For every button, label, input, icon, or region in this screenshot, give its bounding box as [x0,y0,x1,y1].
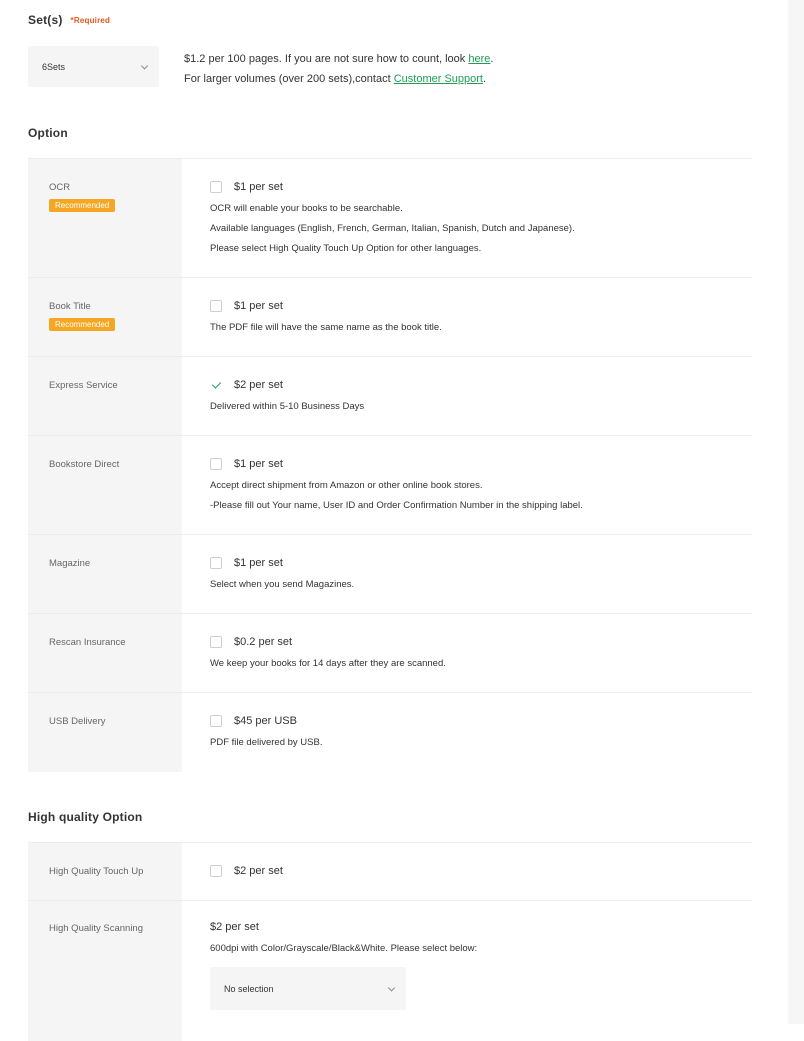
option-price: $2 per set [234,865,283,877]
chevron-down-icon [141,62,148,69]
hq-row-scanning [28,900,752,1041]
option-content [182,278,752,356]
option-content [182,159,752,277]
option-label: USB Delivery [49,716,106,727]
hq-touch-up-checkbox[interactable] [210,865,222,877]
sets-section-title [28,13,110,27]
desc-line: Accept direct shipment from Amazon or other online book stores. [210,480,483,491]
hq-option-title: High quality Option [28,810,143,824]
option-label: OCR [49,182,71,193]
sets-info [184,49,493,89]
recommended-badge: Recommended [49,199,115,212]
option-label-cell [28,535,182,613]
option-content [182,901,752,1041]
sets-info-line1: $1.2 per 100 pages. If you are not sure how to count, look [184,53,469,65]
option-label-cell [28,901,182,1041]
option-price: $2 per set [210,921,259,933]
sets-info-line2: For larger volumes (over 200 sets),contact [184,73,394,85]
option-label-cell [28,693,182,772]
rescan-insurance-checkbox[interactable] [210,636,222,648]
option-label: Bookstore Direct [49,459,120,470]
option-label: High Quality Touch Up [49,866,144,877]
option-content [182,535,752,613]
option-label-cell [28,159,182,277]
desc-line: Please select High Quality Touch Up Option for other languages. [210,243,482,254]
option-price: $1 per set [234,300,283,312]
option-content [182,843,752,900]
option-label-cell [28,436,182,534]
option-description [210,575,752,595]
option-content [182,357,752,435]
desc-line: -Please fill out Your name, User ID and Order Confirmation Number in the shipping label. [210,500,583,511]
option-table [28,158,752,772]
option-row-ocr [28,158,752,277]
option-price: $0.2 per set [234,636,293,648]
option-content [182,693,752,772]
magazine-checkbox[interactable] [210,557,222,569]
option-row-usb-delivery [28,692,752,772]
option-label-cell [28,357,182,435]
recommended-badge: Recommended [49,318,115,331]
option-description [210,318,752,338]
customer-support-link[interactable]: Customer Support [393,73,483,85]
option-row-bookstore-direct [28,435,752,534]
here-link[interactable]: here [468,53,491,65]
option-title: Option [28,126,68,140]
option-price: $1 per set [234,557,283,569]
desc-line: Select when you send Magazines. [210,579,355,590]
option-label: Express Service [49,380,118,391]
scrollbar[interactable] [788,0,804,1024]
desc-line: Available languages (English, French, German, Italian, Spanish, Dutch and Japanese). [210,223,575,234]
sets-select-value: 6Sets [42,61,66,72]
hq-scanning-select[interactable] [210,967,406,1010]
express-service-checkbox[interactable] [210,379,222,391]
option-description [210,733,752,753]
option-price: $1 per set [234,181,283,193]
desc-line: We keep your books for 14 days after they are scanned. [210,658,446,669]
option-row-express-service [28,356,752,435]
hq-scanning-select-value: No selection [224,983,274,994]
sets-info-line2-end: . [482,73,487,85]
option-label-cell [28,843,182,900]
option-price: $1 per set [234,458,283,470]
option-description [210,199,752,259]
ocr-checkbox[interactable] [210,181,222,193]
desc-line: PDF file delivered by USB. [210,737,323,748]
bookstore-direct-checkbox[interactable] [210,458,222,470]
option-row-magazine [28,534,752,613]
sets-select[interactable] [28,46,159,87]
chevron-down-icon [388,984,395,991]
hq-option-table [28,842,752,1041]
sets-info-line1-end: . [490,53,494,65]
option-price: $2 per set [234,379,283,391]
option-label: High Quality Scanning [49,923,143,934]
option-label-cell [28,614,182,692]
option-label: Rescan Insurance [49,637,126,648]
option-content [182,436,752,534]
option-label: Book Title [49,301,91,312]
desc-line: The PDF file will have the same name as the book title. [210,322,442,333]
usb-delivery-checkbox[interactable] [210,715,222,727]
option-label-cell [28,278,182,356]
option-row-rescan-insurance [28,613,752,692]
option-content [182,614,752,692]
option-description [210,654,752,674]
sets-title: Set(s) [28,13,63,27]
book-title-checkbox[interactable] [210,300,222,312]
option-description [210,397,752,417]
option-row-book-title [28,277,752,356]
hq-row-touch-up [28,842,752,900]
required-marker: *Required [70,16,111,25]
option-price: $45 per USB [234,715,297,727]
desc-line: Delivered within 5-10 Business Days [210,401,365,412]
option-description: 600dpi with Color/Grayscale/Black&White. Please select below: [210,943,478,954]
option-description [210,476,752,516]
desc-line: OCR will enable your books to be searchable. [210,203,403,214]
option-label: Magazine [49,558,91,569]
